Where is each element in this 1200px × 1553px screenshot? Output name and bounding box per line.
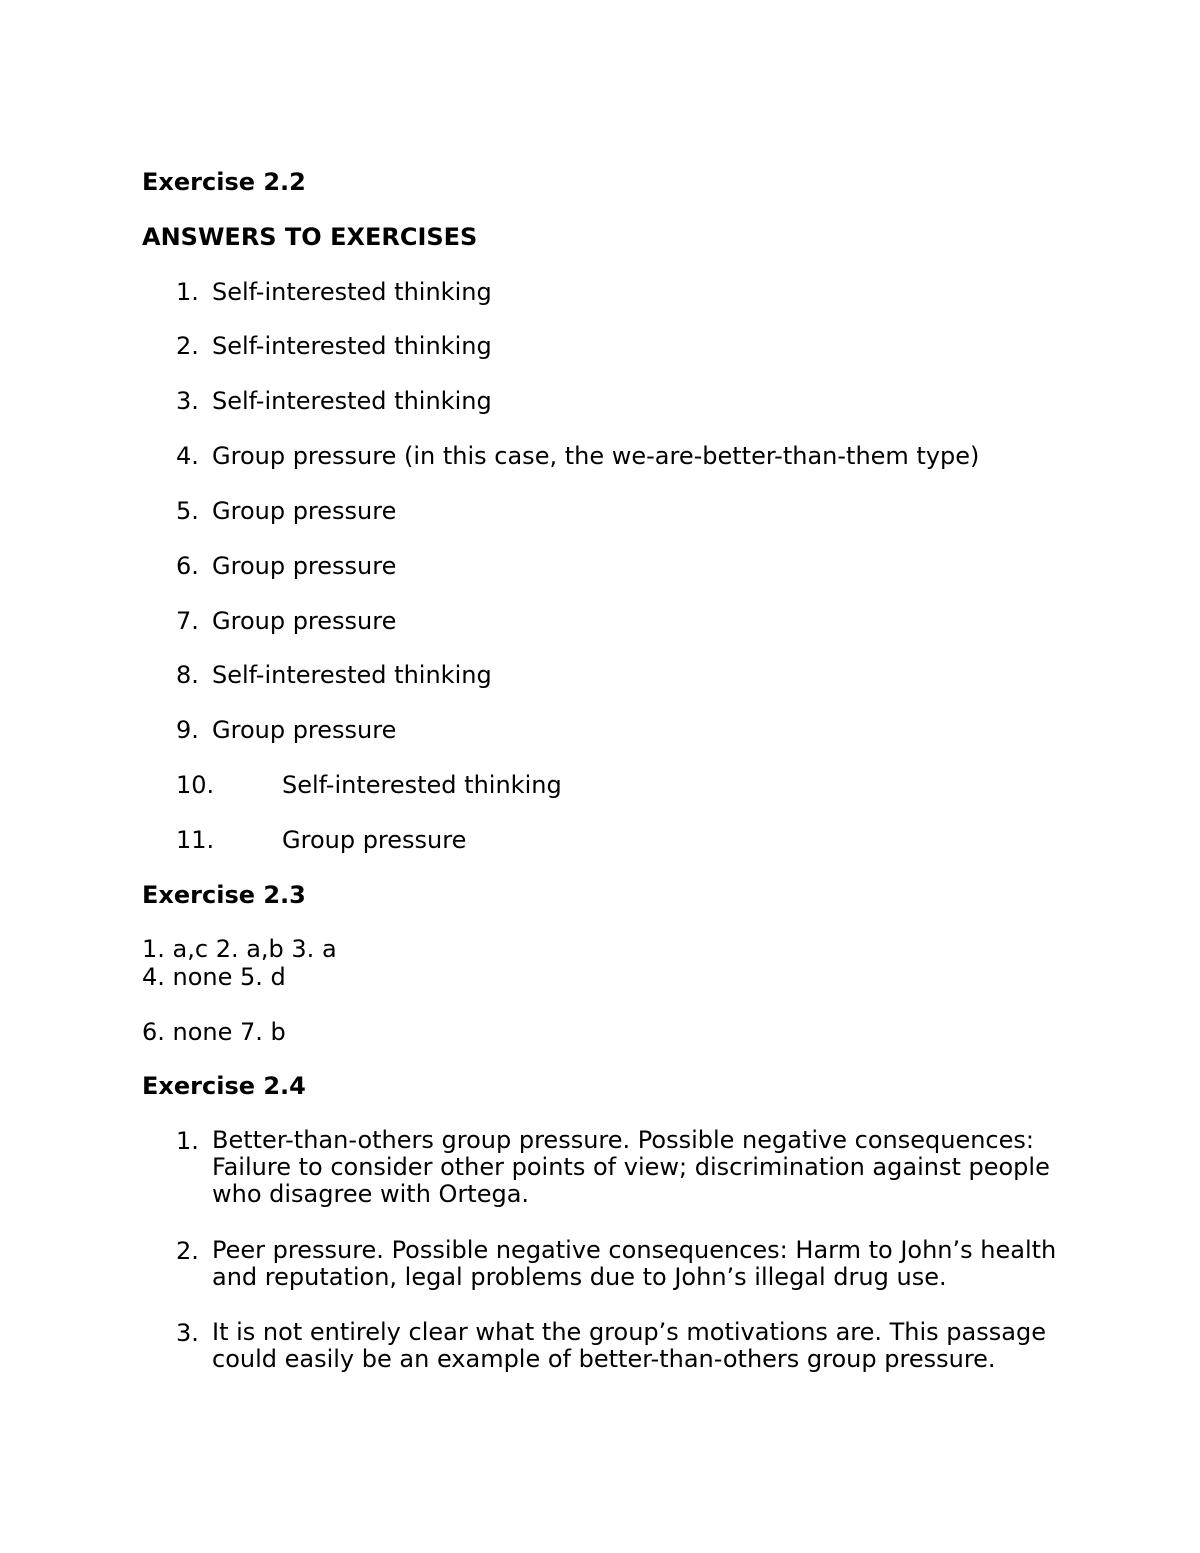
list-item-text: Self-interested thinking: [282, 771, 562, 799]
list-item-text: Group pressure: [212, 497, 397, 525]
list-item-number: 11.: [176, 826, 215, 854]
list-item-number: 1.: [176, 278, 199, 306]
exercise-2-2-heading: Exercise 2.2: [142, 168, 306, 196]
list-item-text: Peer pressure. Possible negative consequences: Harm to John’s health and reputation, legal problems due to John’s illegal drug use.: [212, 1236, 1057, 1291]
list-item-text: It is not entirely clear what the group’s motivations are. This passage could easily be an example of better-than-others group pressure.: [212, 1318, 1046, 1373]
list-item-number: 3.: [176, 1319, 199, 1347]
list-item-text: Better-than-others group pressure. Possible negative consequences: Failure to consider other points of view; discrimination against people who disagree with Ortega.: [212, 1126, 1050, 1208]
exercise-2-3-heading: Exercise 2.3: [142, 881, 306, 909]
list-item-number: 3.: [176, 387, 199, 415]
list-item-number: 2.: [176, 332, 199, 360]
list-item-text: Group pressure: [212, 552, 397, 580]
answers-heading: ANSWERS TO EXERCISES: [142, 223, 478, 251]
list-item-text: Group pressure: [212, 716, 397, 744]
list-item-number: 6.: [176, 552, 199, 580]
list-item-text: Group pressure: [212, 607, 397, 635]
list-item-number: 9.: [176, 716, 199, 744]
answer-line: 6. none 7. b: [142, 1018, 286, 1046]
list-item-number: 1.: [176, 1127, 199, 1155]
list-item-text: Group pressure: [282, 826, 467, 854]
list-item-text: Self-interested thinking: [212, 387, 492, 415]
list-item-number: 4.: [176, 442, 199, 470]
list-item-number: 7.: [176, 607, 199, 635]
list-item-text: Self-interested thinking: [212, 661, 492, 689]
list-item-text: Self-interested thinking: [212, 332, 492, 360]
list-item-text: Group pressure (in this case, the we-are-better-than-them type): [212, 442, 980, 470]
answer-line: 1. a,c 2. a,b 3. a: [142, 935, 337, 963]
list-item-text: Self-interested thinking: [212, 278, 492, 306]
list-item-number: 10.: [176, 771, 215, 799]
answer-line: 4. none 5. d: [142, 963, 286, 991]
list-item-number: 8.: [176, 661, 199, 689]
exercise-2-4-heading: Exercise 2.4: [142, 1072, 306, 1100]
list-item-number: 2.: [176, 1237, 199, 1265]
list-item-number: 5.: [176, 497, 199, 525]
